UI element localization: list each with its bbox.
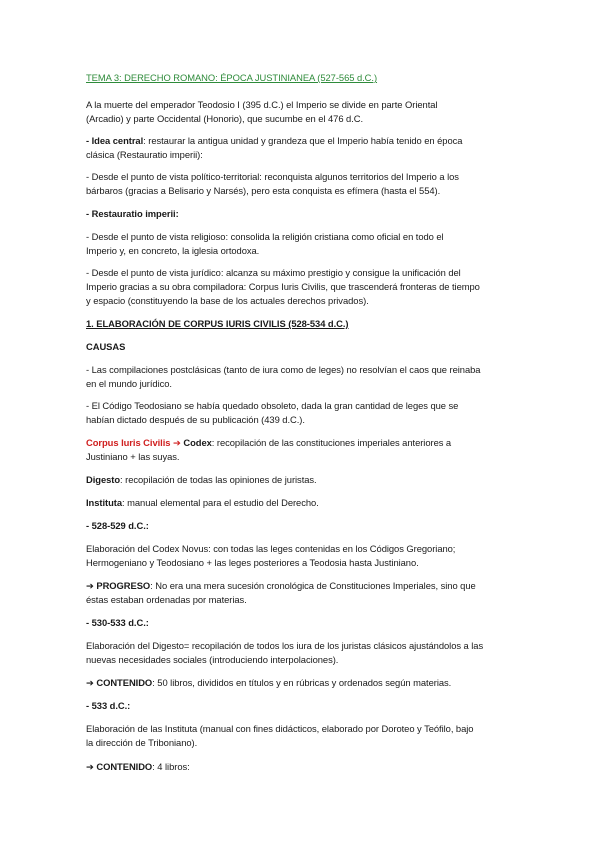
contenido-label: CONTENIDO bbox=[96, 761, 153, 772]
paragraph-text: : restaurar la antigua unidad y grandeza que el Imperio había tenido en época bbox=[143, 135, 463, 146]
paragraph-line: clásica (Restauratio imperii): bbox=[86, 149, 203, 160]
contenido-label: CONTENIDO bbox=[96, 677, 153, 688]
paragraph-line: Elaboración de las Instituta (manual con fines didácticos, elaborado por Doroteo y Teófilo, bajo bbox=[86, 723, 474, 734]
corpus-line bbox=[86, 437, 451, 449]
paragraph-line: Imperio gracias a su obra compiladora: Corpus Iuris Civilis, que trascenderá fronteras de tiempo bbox=[86, 281, 480, 292]
progreso-line bbox=[86, 580, 476, 592]
paragraph-line: (Arcadio) y parte Occidental (Honorio), que sucumbe en el 476 d.C. bbox=[86, 113, 364, 124]
paragraph-line: habían dictado después de su publicación (439 d.C.). bbox=[86, 414, 305, 425]
paragraph-line: nuevas necesidades sociales (introduciendo interpolaciones). bbox=[86, 654, 339, 665]
arrow-icon: ➔ bbox=[173, 437, 181, 448]
arrow-icon: ➔ bbox=[86, 580, 94, 591]
paragraph-line: A la muerte del emperador Teodosio I (395 d.C.) el Imperio se divide en parte Oriental bbox=[86, 99, 438, 110]
causas-heading: CAUSAS bbox=[86, 341, 126, 352]
idea-central-line bbox=[86, 135, 462, 147]
instituta-line bbox=[86, 497, 319, 509]
date-heading: - 530-533 d.C.: bbox=[86, 617, 149, 628]
progreso-label: PROGRESO bbox=[96, 580, 151, 591]
section-heading: 1. ELABORACIÓN DE CORPUS IURIS CIVILIS (528-534 d.C.) bbox=[86, 318, 349, 329]
paragraph-line: Hermogeniano y Teodosiano + las leges posteriores a Teodosia hasta Justiniano. bbox=[86, 557, 419, 568]
paragraph-text: : manual elemental para el estudio del Derecho. bbox=[122, 497, 319, 508]
instituta-label: Instituta bbox=[86, 497, 123, 508]
date-heading: - 533 d.C.: bbox=[86, 700, 131, 711]
corpus-label: Corpus Iuris Civilis bbox=[86, 437, 171, 448]
idea-central-label: - Idea central bbox=[86, 135, 144, 146]
paragraph-text: : recopilación de todas las opiniones de juristas. bbox=[120, 474, 317, 485]
date-heading: - 528-529 d.C.: bbox=[86, 520, 149, 531]
restauratio-heading bbox=[86, 208, 179, 220]
paragraph-line: y espacio (constituyendo la base de los actuales derechos privados). bbox=[86, 295, 369, 306]
paragraph-line: Justiniano + las suyas. bbox=[86, 451, 180, 462]
paragraph-line: Elaboración del Digesto= recopilación de todos los iura de los juristas clásicos ajustándolos a las bbox=[86, 640, 484, 651]
digesto-label: Digesto bbox=[86, 474, 121, 485]
codex-label: Codex bbox=[183, 437, 212, 448]
paragraph-line: - Las compilaciones postclásicas (tanto de iura como de leges) no resolvían el caos que reinaba bbox=[86, 364, 481, 375]
paragraph-line: - Desde el punto de vista jurídico: alcanza su máximo prestigio y consigue la unificación del bbox=[86, 267, 461, 278]
paragraph-line: - El Código Teodosiano se había quedado obsoleto, dada la gran cantidad de leges que se bbox=[86, 400, 459, 411]
document-title: TEMA 3: DERECHO ROMANO: ÉPOCA JUSTINIANEA (527-565 d.C.) bbox=[86, 72, 378, 83]
contenido-line bbox=[86, 761, 190, 773]
contenido-line bbox=[86, 677, 451, 689]
paragraph-text: : 50 libros, divididos en títulos y en rúbricas y ordenados según materias. bbox=[152, 677, 452, 688]
paragraph-line: éstas estaban ordenadas por materias. bbox=[86, 594, 247, 605]
paragraph-text: : No era una mera sucesión cronológica de Constituciones Imperiales, sino que bbox=[150, 580, 476, 591]
paragraph-line: la dirección de Triboniano). bbox=[86, 737, 198, 748]
arrow-icon: ➔ bbox=[86, 677, 94, 688]
paragraph-line: en el mundo jurídico. bbox=[86, 378, 172, 389]
paragraph-line: - Desde el punto de vista religioso: consolida la religión cristiana como oficial en todo el bbox=[86, 231, 444, 242]
paragraph-line: Elaboración del Codex Novus: con todas las leges contenidas en los Códigos Gregoriano; bbox=[86, 543, 456, 554]
paragraph-line: Imperio y, en concreto, la iglesia ortodoxa. bbox=[86, 245, 260, 256]
restauratio-label: - Restauratio imperii: bbox=[86, 208, 179, 219]
paragraph-line: bárbaros (gracias a Belisario y Narsés), pero esta conquista es efímera (hasta el 554). bbox=[86, 185, 441, 196]
arrow-icon: ➔ bbox=[86, 761, 94, 772]
paragraph-line: - Desde el punto de vista político-territorial: reconquista algunos territorios del Imperio a los bbox=[86, 171, 459, 182]
paragraph-text: : recopilación de las constituciones imperiales anteriores a bbox=[211, 437, 452, 448]
paragraph-text: : 4 libros: bbox=[152, 761, 190, 772]
digesto-line bbox=[86, 474, 317, 486]
